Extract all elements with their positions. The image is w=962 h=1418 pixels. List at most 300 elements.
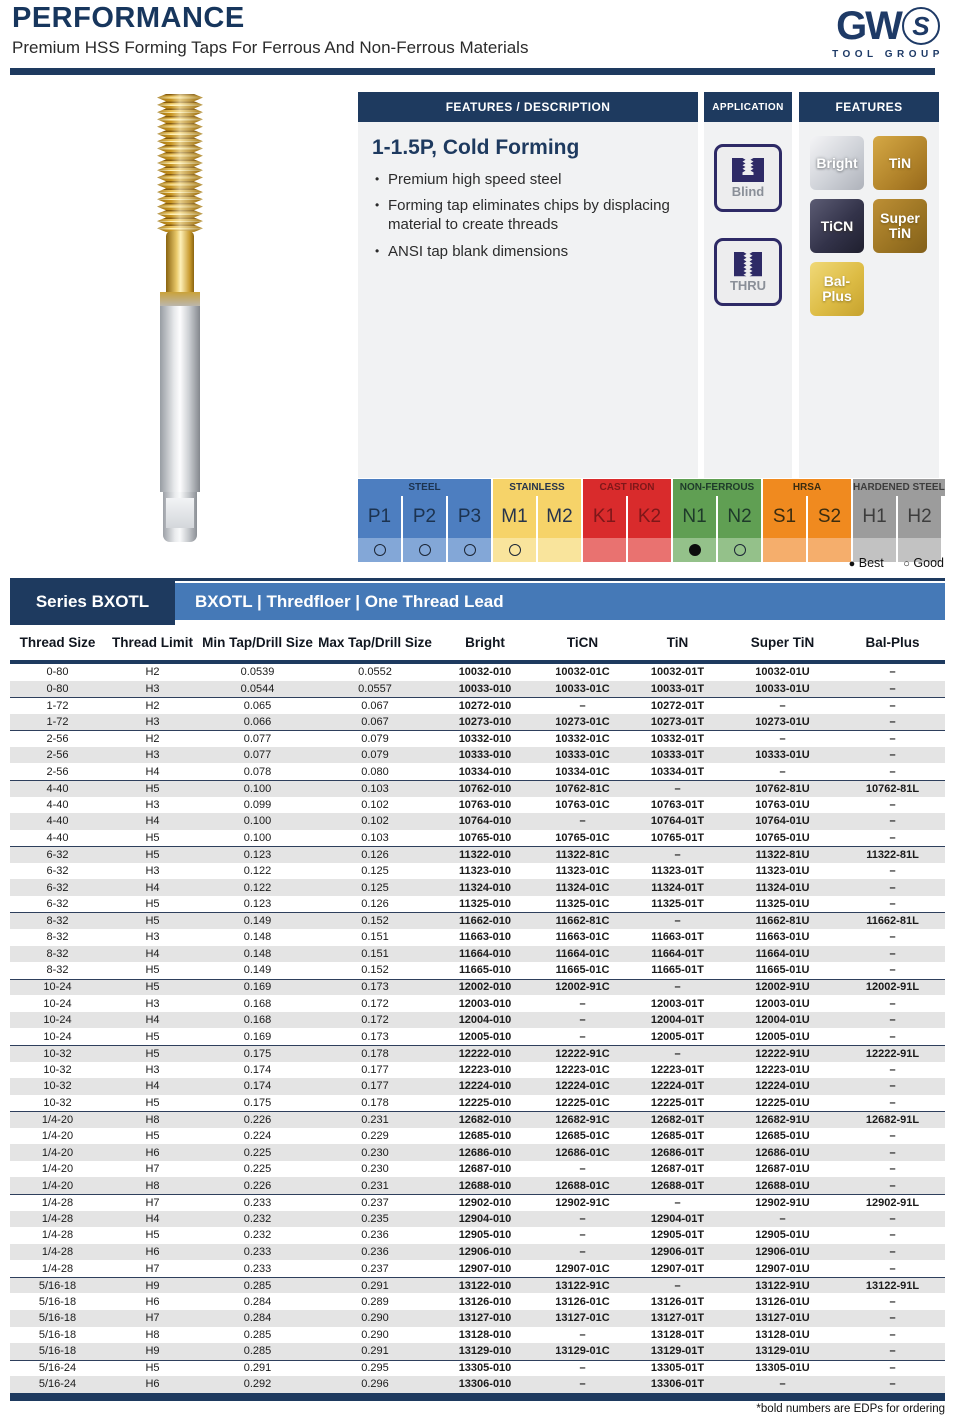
- table-row: [10, 863, 945, 880]
- table-cell: 0.237: [361, 1196, 389, 1209]
- table-cell: 13128-01T: [650, 1328, 705, 1341]
- table-cell: 10765-01U: [755, 831, 810, 844]
- table-cell: –: [674, 782, 681, 795]
- table-cell: 11322-81C: [555, 848, 610, 861]
- table-cell: 0.126: [361, 848, 389, 861]
- table-cell: –: [889, 1328, 896, 1341]
- table-cell: 12223-01C: [555, 1063, 610, 1076]
- material-cell-n2: [718, 496, 761, 562]
- table-cell: –: [579, 1014, 586, 1027]
- table-cell: 10032-01C: [555, 666, 610, 679]
- table-cell: 10333-01C: [555, 749, 610, 762]
- table-cell: 12222-91L: [865, 1047, 920, 1060]
- table-cell: 1/4-20: [41, 1179, 74, 1192]
- table-cell: –: [674, 1047, 681, 1060]
- table-row: [10, 1078, 945, 1095]
- coating-badge-supertin: Super TiN: [873, 199, 927, 253]
- table-cell: 12906-01U: [755, 1245, 810, 1258]
- table-cell: –: [889, 1295, 896, 1308]
- table-cell: 6-32: [46, 848, 69, 861]
- table-footnote: *bold numbers are EDPs for ordering: [756, 1403, 945, 1415]
- table-cell: 12225-01U: [755, 1096, 810, 1109]
- table-row: [10, 664, 945, 681]
- table-cell: 1/4-20: [41, 1130, 74, 1143]
- table-cell: 0.285: [243, 1345, 272, 1358]
- table-cell: –: [889, 1229, 896, 1242]
- table-cell: 0.099: [243, 798, 272, 811]
- table-cell: 0.230: [361, 1163, 389, 1176]
- table-row: [10, 714, 945, 731]
- table-cell: 0.174: [243, 1080, 272, 1093]
- table-cell: 11665-01U: [755, 964, 810, 977]
- table-cell: 12907-01T: [650, 1262, 705, 1275]
- table-row: [10, 1144, 945, 1161]
- table-cell: 1/4-28: [41, 1262, 74, 1275]
- table-cell: 10765-010: [458, 831, 512, 844]
- material-cell-h1: [853, 496, 896, 562]
- feature-bullet: • Forming tap eliminates chips by displacing material to create threads: [388, 196, 684, 234]
- table-cell: 0.168: [243, 997, 272, 1010]
- table-cell: H5: [145, 1096, 160, 1109]
- table-cell: –: [889, 1163, 896, 1176]
- table-cell: 0.225: [243, 1163, 272, 1176]
- table-row: [10, 697, 945, 714]
- material-group-steel: [358, 479, 491, 562]
- table-row: [10, 730, 945, 747]
- material-group-hardened-steel: [853, 479, 945, 562]
- material-group-cast-iron: [583, 479, 671, 562]
- table-cell: 13128-010: [458, 1328, 512, 1341]
- table-cell: 0.100: [243, 815, 272, 828]
- table-cell: –: [579, 1378, 586, 1391]
- table-cell: H3: [145, 749, 160, 762]
- table-cell: 10273-01T: [650, 715, 705, 728]
- table-cell: –: [889, 881, 896, 894]
- table-cell: 12223-010: [458, 1063, 512, 1076]
- table-cell: 11325-01T: [651, 898, 704, 911]
- table-cell: 0.232: [243, 1212, 272, 1225]
- table-cell: 2-56: [46, 749, 69, 762]
- legend-good-label: Good: [913, 556, 944, 570]
- table-cell: 0.285: [243, 1328, 272, 1341]
- table-cell: 13306-01T: [650, 1378, 705, 1391]
- table-cell: 6-32: [46, 865, 69, 878]
- table-cell: 0.149: [243, 915, 272, 928]
- table-cell: H3: [145, 682, 160, 695]
- table-row: [10, 763, 945, 780]
- table-cell: –: [779, 733, 786, 746]
- table-cell: 0.151: [361, 947, 389, 960]
- table-cell: 13127-010: [458, 1312, 512, 1325]
- table-cell: 13122-91C: [555, 1279, 610, 1292]
- table-cell: H4: [145, 947, 160, 960]
- table-cell: 12688-01U: [755, 1179, 810, 1192]
- table-cell: –: [889, 1030, 896, 1043]
- table-cell: 0.169: [243, 981, 272, 994]
- table-cell: 4-40: [46, 782, 69, 795]
- table-cell: H3: [145, 865, 160, 878]
- table-row: [10, 962, 945, 979]
- material-cell-m2: [538, 496, 581, 562]
- table-cell: –: [779, 1378, 786, 1391]
- table-cell: 10762-81L: [865, 782, 920, 795]
- table-cell: 0.149: [243, 964, 272, 977]
- table-cell: H3: [145, 1063, 160, 1076]
- tap-square-drive: [163, 492, 197, 542]
- table-cell: 12902-91C: [555, 1196, 610, 1209]
- table-cell: –: [889, 1345, 896, 1358]
- table-cell: 0.125: [361, 881, 389, 894]
- table-cell: 10-24: [43, 1030, 72, 1043]
- table-cell: –: [674, 915, 681, 928]
- material-group-header: STAINLESS: [493, 479, 581, 496]
- table-cell: 12682-91C: [555, 1113, 610, 1126]
- table-cell: –: [889, 1146, 896, 1159]
- table-header-row: [10, 627, 945, 660]
- material-group-non-ferrous: [673, 479, 761, 562]
- table-cell: 1-72: [46, 699, 69, 712]
- table-row: [10, 1327, 945, 1344]
- thru-hole-glyph: [728, 252, 768, 278]
- table-cell: 0.285: [243, 1279, 272, 1292]
- table-cell: 11324-010: [459, 881, 511, 894]
- coating-badge-balplus: Bal-Plus: [810, 262, 864, 316]
- table-cell: 11663-01U: [755, 931, 810, 944]
- table-cell: –: [579, 997, 586, 1010]
- table-cell: 13129-010: [458, 1345, 512, 1358]
- table-cell: 12222-010: [458, 1047, 512, 1060]
- table-cell: –: [889, 815, 896, 828]
- table-cell: 12004-01U: [755, 1014, 810, 1027]
- table-row: [10, 797, 945, 814]
- table-cell: 0.0557: [358, 682, 392, 695]
- column-header: Super TiN: [750, 635, 815, 651]
- material-cell-label: H2: [898, 496, 941, 538]
- table-cell: 12687-010: [458, 1163, 512, 1176]
- table-cell: 10032-010: [458, 666, 512, 679]
- table-cell: 11322-81L: [866, 848, 919, 861]
- best-rating-icon: [689, 544, 701, 556]
- table-cell: H5: [145, 1130, 160, 1143]
- table-cell: 0.232: [243, 1229, 272, 1242]
- material-cell-label: P3: [448, 496, 491, 538]
- table-cell: 12685-01U: [755, 1130, 810, 1143]
- features-description-header: FEATURES / DESCRIPTION: [358, 92, 698, 122]
- table-cell: 12005-01T: [650, 1030, 705, 1043]
- table-cell: –: [889, 798, 896, 811]
- table-cell: 0.152: [361, 915, 389, 928]
- table-cell: 5/16-18: [38, 1345, 77, 1358]
- table-row: [10, 1028, 945, 1045]
- table-cell: 0.173: [361, 1030, 389, 1043]
- table-row: [10, 995, 945, 1012]
- table-cell: 0.102: [361, 798, 389, 811]
- table-cell: –: [889, 997, 896, 1010]
- table-row: [10, 1095, 945, 1112]
- table-cell: 1/4-28: [41, 1212, 74, 1225]
- table-cell: H5: [145, 1047, 160, 1060]
- table-cell: 12002-010: [458, 981, 512, 994]
- column-header: TiN: [666, 635, 689, 651]
- table-cell: 0.290: [361, 1328, 389, 1341]
- table-cell: 12004-010: [458, 1014, 512, 1027]
- table-cell: –: [889, 1262, 896, 1275]
- table-row: [10, 1244, 945, 1261]
- coating-badges: [799, 122, 939, 330]
- table-cell: 8-32: [46, 947, 69, 960]
- table-cell: 10765-01C: [555, 831, 610, 844]
- table-cell: H7: [145, 1196, 160, 1209]
- table-row: [10, 979, 945, 996]
- table-cell: 0.177: [361, 1063, 389, 1076]
- table-cell: 4-40: [46, 831, 69, 844]
- tap-shank: [160, 306, 200, 492]
- feature-bullets: [372, 170, 684, 261]
- table-cell: 12002-91C: [555, 981, 610, 994]
- table-cell: –: [674, 981, 681, 994]
- table-cell: –: [674, 1196, 681, 1209]
- table-cell: 12902-010: [458, 1196, 512, 1209]
- tap-gold-neck: [166, 231, 194, 293]
- table-cell: 12906-01T: [650, 1245, 705, 1258]
- table-cell: 0.123: [243, 898, 272, 911]
- table-cell: 12003-01T: [650, 997, 705, 1010]
- material-group-header: STEEL: [358, 479, 491, 496]
- legend-good: [903, 556, 944, 570]
- table-cell: 12225-010: [458, 1096, 512, 1109]
- table-row: [10, 896, 945, 913]
- table-cell: 10033-010: [458, 682, 512, 695]
- features-description-body: [358, 122, 698, 280]
- material-cell-m1: [493, 496, 536, 562]
- good-rating-icon: [464, 544, 476, 556]
- table-cell: 0.231: [361, 1113, 389, 1126]
- table-cell: 10762-81C: [555, 782, 610, 795]
- table-cell: –: [889, 1014, 896, 1027]
- table-cell: –: [889, 749, 896, 762]
- material-group-cells: [763, 496, 851, 562]
- table-cell: 0.233: [243, 1196, 272, 1209]
- table-cell: 11664-01T: [651, 947, 704, 960]
- material-group-cells: [358, 496, 491, 562]
- table-cell: 12224-010: [458, 1080, 512, 1093]
- table-row: [10, 813, 945, 830]
- table-cell: 0.178: [361, 1047, 389, 1060]
- table-cell: H4: [145, 1212, 160, 1225]
- table-cell: 0.229: [361, 1130, 389, 1143]
- product-heading: 1-1.5P, Cold Forming: [372, 136, 580, 159]
- table-cell: H5: [145, 1362, 160, 1375]
- table-cell: 0.065: [243, 699, 272, 712]
- table-cell: 0.291: [361, 1345, 389, 1358]
- table-cell: 8-32: [46, 915, 69, 928]
- table-cell: H4: [145, 1080, 160, 1093]
- table-cell: 10332-010: [458, 733, 512, 746]
- table-cell: 11664-01C: [555, 947, 610, 960]
- table-cell: 1/4-20: [41, 1146, 74, 1159]
- table-cell: –: [779, 765, 786, 778]
- table-cell: 12688-01T: [650, 1179, 705, 1192]
- series-banner: BXOTL | Thredfloer | One Thread Lead: [175, 583, 945, 620]
- table-cell: 13127-01U: [755, 1312, 810, 1325]
- table-cell: 2-56: [46, 765, 69, 778]
- table-cell: 0.177: [361, 1080, 389, 1093]
- table-cell: 0.173: [361, 981, 389, 994]
- table-cell: 10-24: [43, 1014, 72, 1027]
- table-cell: 12688-010: [458, 1179, 512, 1192]
- table-cell: H5: [145, 1030, 160, 1043]
- table-cell: 13122-91L: [865, 1279, 920, 1292]
- table-cell: 12224-01T: [650, 1080, 705, 1093]
- table-cell: 13306-010: [458, 1378, 512, 1391]
- table-cell: 10-32: [43, 1096, 72, 1109]
- table-row: [10, 929, 945, 946]
- series-label-box: Series BXOTL: [10, 578, 175, 625]
- table-cell: –: [889, 1245, 896, 1258]
- table-cell: 10272-010: [458, 699, 512, 712]
- table-cell: –: [889, 682, 896, 695]
- table-cell: 12905-010: [458, 1229, 512, 1242]
- gws-logo-gw: GW: [836, 4, 901, 48]
- blind-label: Blind: [731, 184, 765, 199]
- table-cell: 12686-01T: [650, 1146, 705, 1159]
- table-cell: 12906-010: [458, 1245, 512, 1258]
- legend-best: [849, 556, 884, 570]
- table-cell: 12222-91C: [555, 1047, 610, 1060]
- table-cell: 12225-01T: [650, 1096, 705, 1109]
- table-cell: 13122-91U: [755, 1279, 810, 1292]
- table-cell: –: [579, 1245, 586, 1258]
- application-panel: [704, 92, 792, 478]
- table-cell: 13122-010: [458, 1279, 512, 1292]
- table-cell: 13127-01T: [650, 1312, 705, 1325]
- table-cell: 0.175: [243, 1096, 272, 1109]
- table-cell: H5: [145, 981, 160, 994]
- table-cell: 12682-91U: [755, 1113, 810, 1126]
- table-cell: 12905-01U: [755, 1229, 810, 1242]
- table-cell: 0.151: [361, 931, 389, 944]
- table-cell: 12005-01U: [755, 1030, 810, 1043]
- table-row: [10, 1012, 945, 1029]
- table-cell: H2: [145, 733, 160, 746]
- table-cell: H5: [145, 782, 160, 795]
- table-cell: 0-80: [46, 666, 69, 679]
- table-cell: 11664-01U: [755, 947, 810, 960]
- table-cell: 0.148: [243, 931, 272, 944]
- table-cell: H9: [145, 1279, 160, 1292]
- table-cell: 12682-91L: [865, 1113, 920, 1126]
- table-cell: –: [674, 1279, 681, 1292]
- column-header: Bright: [465, 635, 505, 651]
- table-cell: 10-32: [43, 1080, 72, 1093]
- table-cell: H2: [145, 699, 160, 712]
- material-cell-s2: [808, 496, 851, 562]
- table-cell: 12904-010: [458, 1212, 512, 1225]
- table-cell: 12685-01T: [650, 1130, 705, 1143]
- material-cell-label: H1: [853, 496, 896, 538]
- material-cell-p2: [403, 496, 446, 562]
- table-cell: 11665-01T: [651, 964, 704, 977]
- table-cell: –: [889, 765, 896, 778]
- table-cell: 10-32: [43, 1063, 72, 1076]
- table-cell: 13305-01T: [650, 1362, 705, 1375]
- table-cell: 8-32: [46, 931, 69, 944]
- table-cell: 10333-010: [458, 749, 512, 762]
- table-row: [10, 1111, 945, 1128]
- table-cell: –: [889, 1179, 896, 1192]
- table-cell: 1/4-28: [41, 1229, 74, 1242]
- table-cell: 0.126: [361, 898, 389, 911]
- material-cell-p1: [358, 496, 401, 562]
- table-cell: 0.235: [361, 1212, 389, 1225]
- table-cell: H4: [145, 765, 160, 778]
- table-cell: H8: [145, 1179, 160, 1192]
- table-cell: H4: [145, 1014, 160, 1027]
- material-group-header: CAST IRON: [583, 479, 671, 496]
- table-cell: 10763-01U: [755, 798, 810, 811]
- table-row: [10, 1062, 945, 1079]
- table-cell: 12686-010: [458, 1146, 512, 1159]
- table-cell: 11324-01T: [651, 881, 704, 894]
- coating-badge-tin: TiN: [873, 136, 927, 190]
- material-cell-label: M1: [493, 496, 536, 538]
- best-dot-icon: ●: [848, 558, 856, 570]
- table-cell: 12224-01U: [755, 1080, 810, 1093]
- table-cell: 12687-01U: [755, 1163, 810, 1176]
- table-cell: H6: [145, 1295, 160, 1308]
- table-cell: 12902-91U: [755, 1196, 810, 1209]
- table-cell: H9: [145, 1345, 160, 1358]
- table-cell: 13128-01U: [755, 1328, 810, 1341]
- table-cell: –: [889, 1312, 896, 1325]
- table-cell: H4: [145, 815, 160, 828]
- table-cell: 10272-01T: [650, 699, 705, 712]
- table-row: [10, 1194, 945, 1211]
- material-compatibility-strip: [358, 479, 945, 562]
- legend-best-label: Best: [858, 556, 884, 570]
- table-cell: 0.125: [361, 865, 389, 878]
- table-cell: 0.172: [361, 997, 389, 1010]
- material-group-hrsa: [763, 479, 851, 562]
- table-cell: 0.291: [243, 1362, 272, 1375]
- table-cell: –: [889, 1212, 896, 1225]
- table-cell: 12225-01C: [555, 1096, 610, 1109]
- table-bottom-bar: [10, 1393, 945, 1401]
- table-cell: 5/16-18: [38, 1328, 77, 1341]
- table-row: [10, 1211, 945, 1228]
- gws-logo-s-circle-icon: S: [902, 7, 940, 45]
- table-cell: H6: [145, 1146, 160, 1159]
- table-row: [10, 1360, 945, 1377]
- column-header: Max Tap/Drill Size: [318, 635, 432, 651]
- table-cell: 13305-010: [458, 1362, 512, 1375]
- table-cell: 0.236: [361, 1229, 389, 1242]
- table-cell: 0.122: [243, 881, 272, 894]
- table-cell: 0.079: [361, 749, 389, 762]
- good-rating-icon: [734, 544, 746, 556]
- table-row: [10, 912, 945, 929]
- table-cell: 11325-01C: [555, 898, 610, 911]
- good-dot-icon: ○: [903, 558, 910, 570]
- table-cell: 11325-010: [459, 898, 511, 911]
- material-group-header: NON-FERROUS: [673, 479, 761, 496]
- table-cell: –: [889, 1096, 896, 1109]
- table-cell: –: [779, 1212, 786, 1225]
- column-header: TiCN: [566, 635, 599, 651]
- table-cell: 12688-01C: [555, 1179, 610, 1192]
- table-cell: –: [889, 1378, 896, 1391]
- table-cell: 10334-01C: [555, 765, 610, 778]
